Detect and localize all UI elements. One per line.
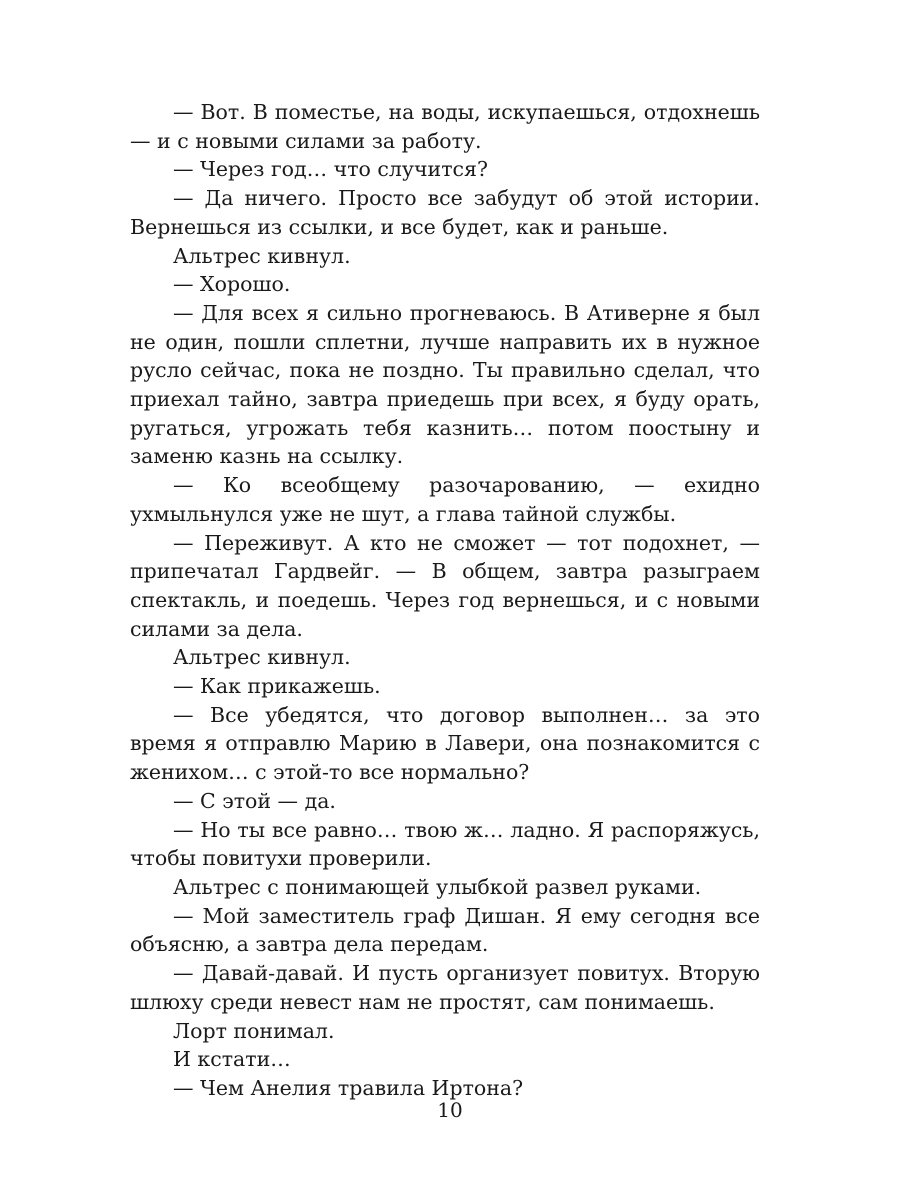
paragraph: Альтрес кивнул.	[173, 645, 351, 670]
paragraph: Альтрес кивнул.	[173, 243, 351, 268]
paragraph: — Переживут. А кто не сможет — тот подохнет, — припечатал Гардвейг. — В общем, завтра разыграем спектакль, и поедешь. Через год вернешься, и с новыми силами за дела.	[130, 530, 760, 641]
paragraph: — Вот. В поместье, на воды, искупаешься, отдохнешь — и с новыми силами за работу.	[130, 100, 760, 153]
paragraph: — Через год… что случится?	[173, 157, 488, 182]
body-text	[130, 98, 760, 1103]
paragraph: — Мой заместитель граф Дишан. Я ему сегодня все объясню, а завтра дела передам.	[130, 903, 760, 957]
paragraph: — Чем Анелия травила Иртона?	[173, 1075, 524, 1100]
paragraph: — Хорошо.	[173, 272, 291, 297]
paragraph: Альтрес с понимающей улыбкой развел руками.	[173, 874, 702, 899]
paragraph: — Да ничего. Просто все забудут об этой истории. Вернешься из ссылки, и все будет, как и раньше.	[130, 186, 760, 239]
paragraph: — Как прикажешь.	[173, 674, 381, 699]
paragraph: И кстати…	[173, 1047, 291, 1072]
paragraph: — Ко всеобщему разочарованию, — ехидно ухмыльнулся уже не шут, а глава тайной службы.	[130, 473, 760, 526]
paragraph: — Давай-давай. И пусть организует повитух. Вторую шлюху среди невест нам не простят, сам понимаешь.	[130, 961, 760, 1014]
paragraph: — Все убедятся, что договор выполнен… за это время я отправлю Марию в Лавери, она познакомится с женихом… с этой-то все нормально?	[130, 702, 760, 785]
paragraph: Лорт понимал.	[173, 1018, 335, 1043]
page-number: 10	[437, 1098, 463, 1122]
paragraph: — Для всех я сильно прогневаюсь. В Ативерне я был не один, пошли сплетни, лучше направить их в нужное русло сейчас, пока не поздно. Ты правильно сделал, что приехал тайно, завтра приедешь при всех, я буду орать, ругаться, угрожать тебя казнить… потом поостыну и заменю казнь на ссылку.	[130, 300, 760, 469]
paragraph: — С этой — да.	[173, 788, 336, 813]
paragraph: — Но ты все равно… твою ж… ладно. Я распоряжусь, чтобы повитухи проверили.	[130, 817, 760, 871]
